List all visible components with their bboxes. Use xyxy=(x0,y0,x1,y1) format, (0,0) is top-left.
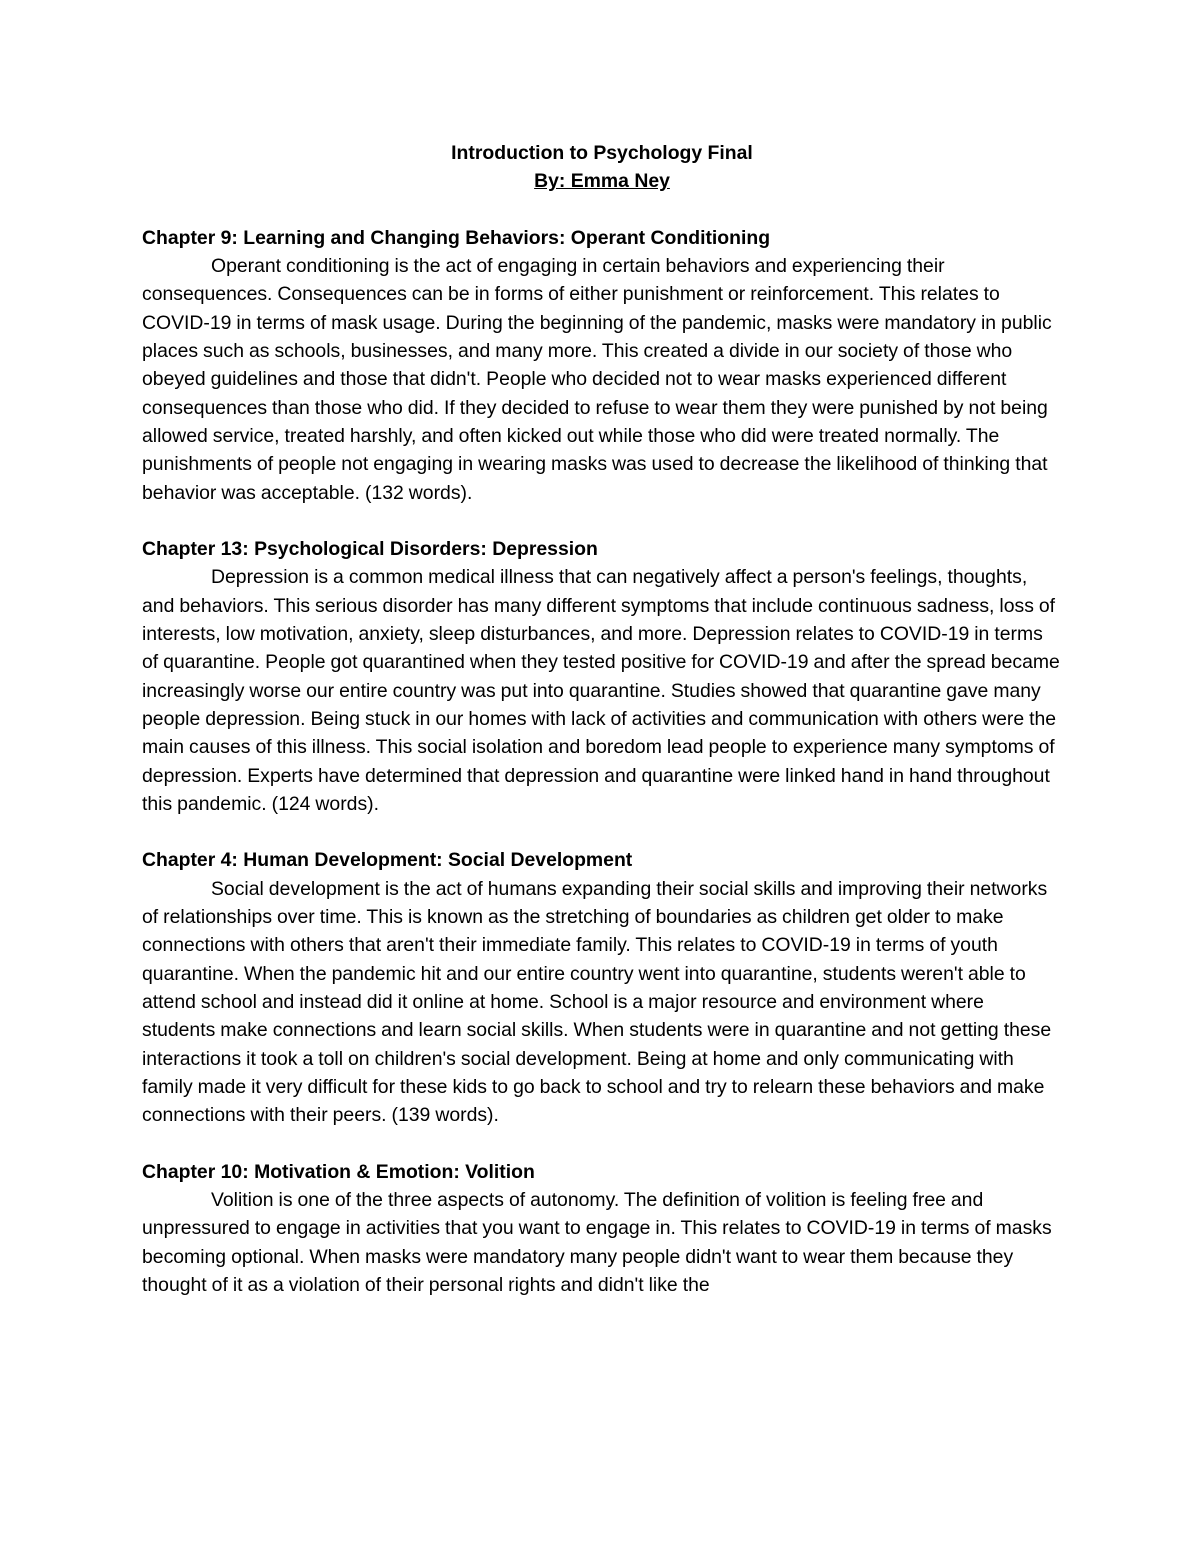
section-body: Operant conditioning is the act of engaging in certain behaviors and experiencing their consequences. Consequences can be in forms of either punishment or reinforcement. This relates to COVID-19 in terms of mask usage. During the beginning of the pandemic, masks were mandatory in public places such as schools, businesses, and many more. This created a divide in our society of those who obeyed guidelines and those that didn't. People who decided not to wear masks experienced different consequences than those who did. If they decided to refuse to wear them they were punished by not being allowed service, treated harshly, and often kicked out while those who did were treated normally. The punishments of people not engaging in wearing masks was used to decrease the likelihood of thinking that behavior was acceptable. (132 words). xyxy=(142,255,1052,504)
header-spacer xyxy=(142,196,1062,224)
section-heading: Chapter 4: Human Development: Social Development xyxy=(142,849,633,872)
document-title: Introduction to Psychology Final xyxy=(451,142,753,164)
section-body: Social development is the act of humans expanding their social skills and improving their networks of relationships over time. This is known as the stretching of boundaries as children get older to make connections with others that aren't their immediate family. This relates to COVID-19 in terms of youth quarantine. When the pandemic hit and our entire country went into quarantine, students weren't able to attend school and instead did it online at home. School is a major resource and environment where students make connections and learn social skills. When students were in quarantine and not getting these interactions it took a toll on children's social development. Being at home and only communicating with family made it very difficult for these kids to go back to school and try to relearn these behaviors and make connections with their peers. (139 words). xyxy=(142,877,1052,1127)
section-heading: Chapter 9: Learning and Changing Behaviors: Operant Conditioning xyxy=(142,226,771,249)
document-page xyxy=(142,139,1062,1327)
section-body: Volition is one of the three aspects of autonomy. The definition of volition is feeling free and unpressured to engage in activities that you want to engage in. This relates to COVID-19 in terms of masks becoming optional. When masks were mandatory many people didn't want to wear them because they thought of it as a violation of their personal rights and didn't like the xyxy=(142,1188,1052,1296)
section-depression xyxy=(142,535,1062,818)
section-body: Depression is a common medical illness that can negatively affect a person's feelings, thoughts, and behaviors. This serious disorder has many different symptoms that include continuous sadness, loss of interests, low motivation, anxiety, sleep disturbances, and more. Depression relates to COVID-19 in terms of quarantine. People got quarantined when they tested positive for COVID-19 and after the spread became increasingly worse our entire country was put into quarantine. Studies showed that quarantine gave many people depression. Being stuck in our homes with lack of activities and communication with others were the main causes of this illness. This social isolation and boredom lead people to experience many symptoms of depression. Experts have determined that depression and quarantine were linked hand in hand throughout this pandemic. (124 words). xyxy=(142,566,1060,815)
section-heading: Chapter 10: Motivation & Emotion: Volition xyxy=(142,1160,535,1183)
section-social-development xyxy=(142,846,1062,1129)
section-operant-conditioning xyxy=(142,224,1062,507)
section-heading: Chapter 13: Psychological Disorders: Depression xyxy=(142,538,598,561)
document-author: By: Emma Ney xyxy=(534,170,670,193)
section-volition xyxy=(142,1158,1062,1299)
